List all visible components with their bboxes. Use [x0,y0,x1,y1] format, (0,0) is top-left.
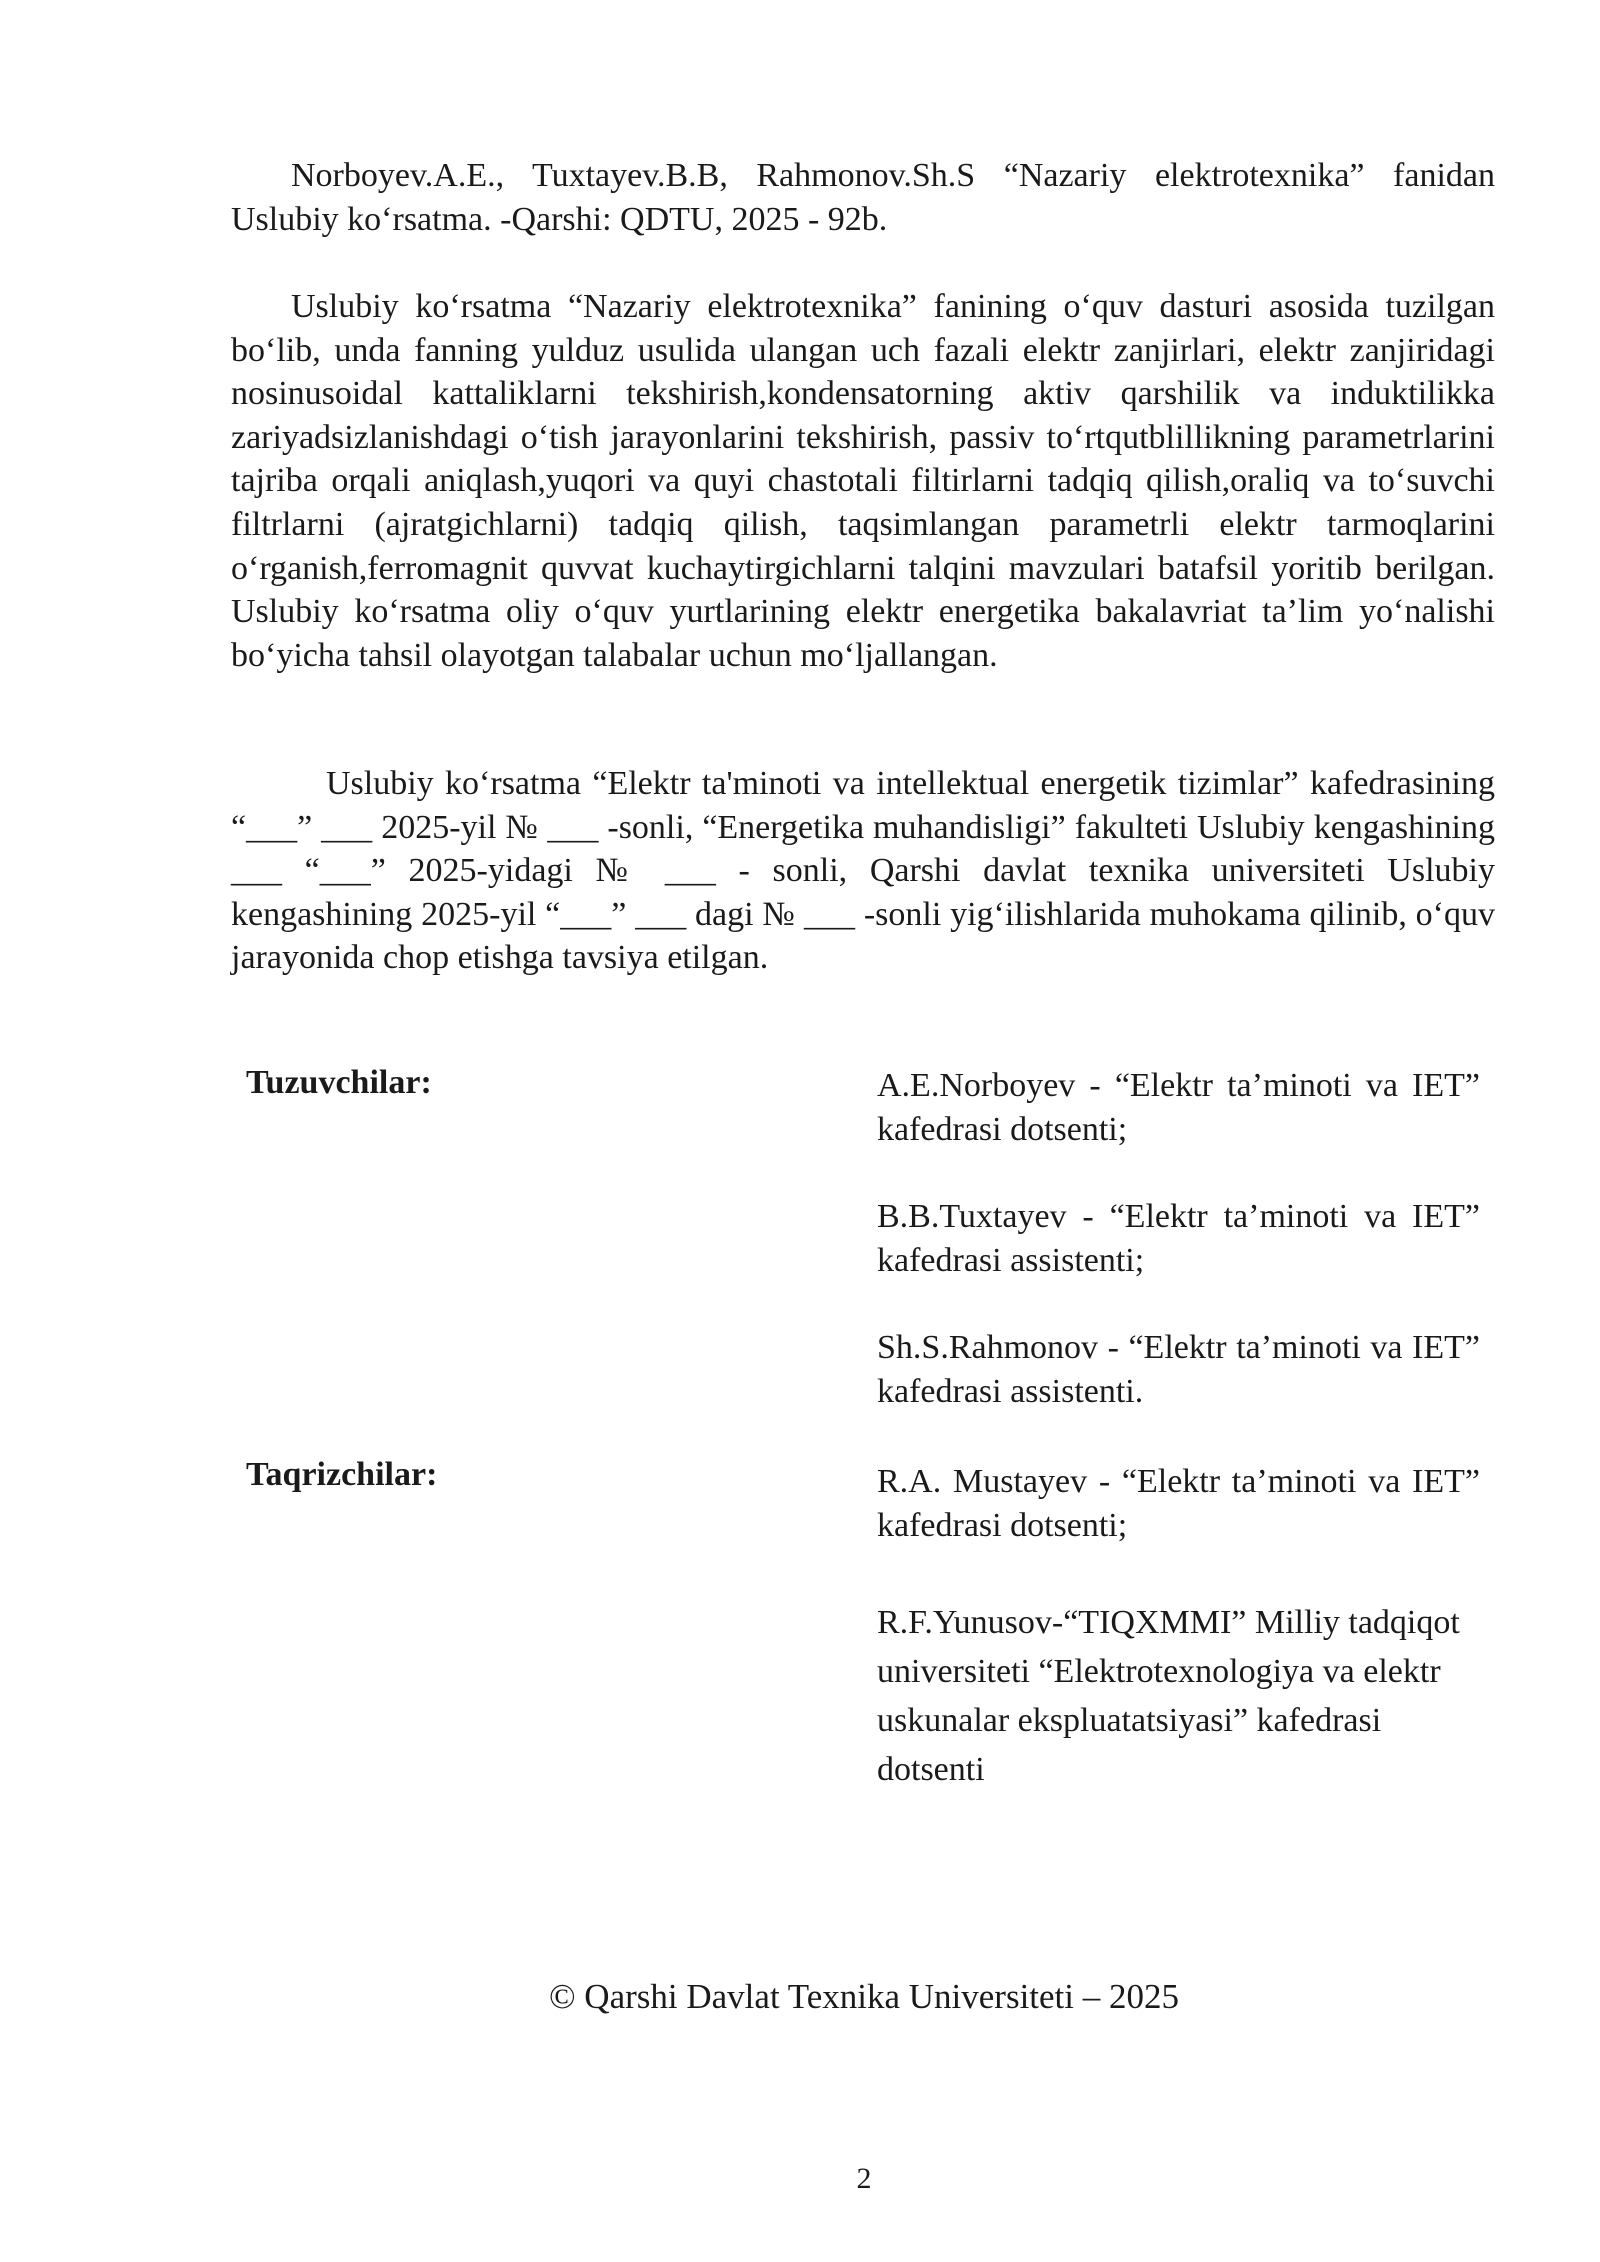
approval-paragraph [231,762,1495,980]
reviewer-entry: R.A. Mustayev - “Elektr ta’minoti va IET” kafedrasi dotsenti; [877,1463,1480,1544]
copyright-line: © Qarshi Davlat Texnika Universiteti – 2025 [548,1977,1180,2016]
approval-text: Uslubiy ko‘rsatma “Elektr ta'minoti va intellektual energetik tizimlar” kafedrasining “___” ___ 2025-yil № ___ -sonli, “Energetika muhandisligi” fakulteti Uslubiy kengashining ___ “___” 2025-yidagi № ___ - sonli, Qarshi davlat texnika universiteti Uslubiy kengashining 2025-yil “___” ___ dagi № ___ -sonli yig‘ilishlarida muhokama qilinib, o‘quv jarayonida chop etishga tavsiya etilgan. [231,765,1495,977]
citation-paragraph [231,154,1495,241]
reviewer-entry: R.F.Yunusov-“TIQXMMI” Milliy tadqiqot universiteti “Elektrotexnologiya va elektr uskunalar ekspluatatsiyasi” kafedrasi dotsenti [877,1604,1460,1788]
compilers-label: Tuzuvchilar: [246,1064,432,1101]
page-number: 2 [856,2162,872,2195]
abstract-paragraph [231,285,1495,677]
compiler-entry: B.B.Tuxtayev - “Elektr ta’minoti va IET” kafedrasi assistenti; [877,1198,1480,1279]
compiler-entry: A.E.Norboyev - “Elektr ta’minoti va IET” kafedrasi dotsenti; [877,1067,1480,1148]
citation-text: Norboyev.A.E., Tuxtayev.B.B, Rahmonov.Sh.S “Nazariy elektrotexnika” fanidan Uslubiy ko‘rsatma. -Qarshi: QDTU, 2025 - 92b. [231,157,1495,238]
compiler-entry: Sh.S.Rahmonov - “Elektr ta’minoti va IET” kafedrasi assistenti. [877,1329,1480,1410]
reviewers-label: Taqrizchilar: [246,1456,438,1493]
abstract-text: Uslubiy ko‘rsatma “Nazariy elektrotexnika” fanining o‘quv dasturi asosida tuzilgan bo‘lib, unda fanning yulduz usulida ulangan uch fazali elektr zanjirlari, elektr zanjiridagi nosinusoidal kattaliklarni tekshirish,kondensatorning aktiv qarshilik va induktilikka zariyadsizlanishdagi o‘tish jarayonlarini tekshirish, passiv to‘rtqutblillikning parametrlarini tajriba orqali aniqlash,yuqori va quyi chastotali filtirlarni tadqiq qilish,oraliq va to‘suvchi filtrlarni (ajratgichlarni) tadqiq qilish, taqsimlangan parametrli elektr tarmoqlarini o‘rganish,ferromagnit quvvat kuchaytirgichlarni talqini mavzulari batafsil yoritib berilgan. Uslubiy ko‘rsatma oliy o‘quv yurtlarining elektr energetika bakalavriat ta’lim yo‘nalishi bo‘yicha tahsil olayotgan talabalar uchun mo‘ljallangan. [231,288,1495,674]
